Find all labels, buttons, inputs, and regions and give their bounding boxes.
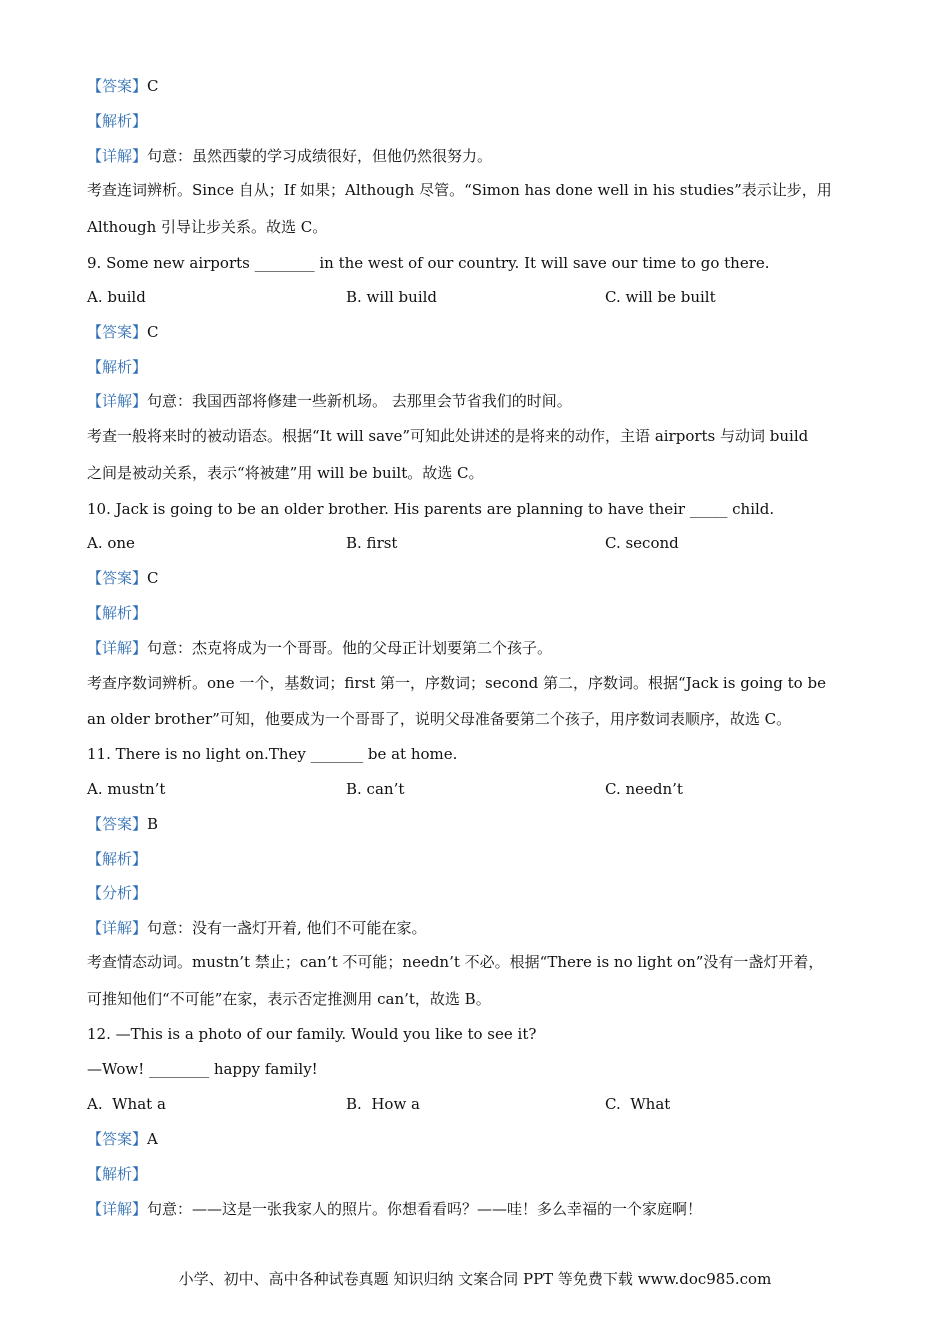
detail-text: 句意：虽然西蒙的学习成绩很好，但他仍然很努力。: [147, 147, 493, 165]
analysis-tag: 【解析】: [87, 112, 148, 130]
q12-option-b: B. How a: [346, 1095, 420, 1113]
explanation-text: 考查序数词辨析。one 一个，基数词；first 第一，序数词；second 第二，序数词。根据“Jack is going to be: [87, 674, 826, 692]
analysis-tag: 【解析】: [87, 850, 148, 868]
explanation-text: Although 引导让步关系。故选 C。: [87, 218, 328, 236]
question-11: [87, 744, 457, 764]
detail-line: [87, 638, 552, 658]
explanation-line: [87, 709, 791, 729]
explanation-line: [87, 952, 823, 972]
analysis-line: [87, 849, 147, 869]
answer-tag: 【答案】: [87, 77, 148, 95]
q10-option-a: A. one: [87, 534, 135, 552]
analysis-line: [87, 111, 147, 131]
detail-text: 句意：杰克将成为一个哥哥。他的父母正计划要第二个孩子。: [147, 639, 553, 657]
answer-value: C: [147, 323, 159, 341]
page-footer: 小学、初中、高中各种试卷真题 知识归纳 文案合同 PPT 等免费下载 www.doc985.com: [178, 1270, 772, 1288]
explanation-text: 考查连词辨析。Since 自从；If 如果；Although 尽管。“Simon has done well in his studies”表示让步，用: [87, 181, 832, 199]
q10-option-b: B. first: [346, 534, 398, 552]
detail-tag: 【详解】: [87, 392, 148, 410]
answer-line: [87, 568, 159, 588]
question-12: [87, 1024, 536, 1044]
answer-tag: 【答案】: [87, 815, 148, 833]
explanation-line: [87, 426, 808, 446]
q12-option-a: A. What a: [87, 1095, 166, 1113]
explanation-line: [87, 217, 327, 237]
question-12-reply: [87, 1059, 318, 1079]
q11-option-c: C. needn’t: [605, 780, 683, 798]
q9-option-a: A. build: [87, 288, 146, 306]
q12-option-c: C. What: [605, 1095, 671, 1113]
q11-option-b: B. can’t: [346, 780, 405, 798]
explanation-text: an older brother”可知，他要成为一个哥哥了，说明父母准备要第二个孩子，用序数词表顺序，故选 C。: [87, 710, 792, 728]
detail-tag: 【详解】: [87, 639, 148, 657]
detail-text: 句意：没有一盏灯开着, 他们不可能在家。: [147, 919, 427, 937]
explanation-line: [87, 673, 826, 693]
analysis-note-tag: 【分析】: [87, 884, 148, 902]
answer-value: A: [147, 1130, 158, 1148]
q9-option-b: B. will build: [346, 288, 438, 306]
question-text: 11. There is no light on.They _______ be at home.: [87, 745, 458, 763]
analysis-note-line: [87, 883, 147, 903]
answer-line: [87, 76, 159, 96]
explanation-text: 之间是被动关系，表示“将被建”用 will be built。故选 C。: [87, 464, 484, 482]
analysis-tag: 【解析】: [87, 358, 148, 376]
answer-tag: 【答案】: [87, 569, 148, 587]
detail-line: [87, 146, 492, 166]
answer-tag: 【答案】: [87, 323, 148, 341]
explanation-line: [87, 463, 483, 483]
answer-line: [87, 322, 159, 342]
q11-option-a: A. mustn’t: [87, 780, 166, 798]
question-text: 9. Some new airports ________ in the west of our country. It will save our time to go there.: [87, 254, 770, 272]
explanation-text: 考查情态动词。mustn’t 禁止；can’t 不可能；needn’t 不必。根据“There is no light on”没有一盏灯开着，: [87, 953, 824, 971]
explanation-text: 可推知他们“不可能”在家，表示否定推测用 can’t，故选 B。: [87, 990, 491, 1008]
analysis-line: [87, 357, 147, 377]
answer-value: C: [147, 569, 159, 587]
question-text: —Wow! ________ happy family!: [87, 1060, 318, 1078]
detail-tag: 【详解】: [87, 919, 148, 937]
analysis-tag: 【解析】: [87, 1165, 148, 1183]
detail-text: 句意：——这是一张我家人的照片。你想看看吗？——哇！多么幸福的一个家庭啊！: [147, 1200, 703, 1218]
explanation-line: [87, 989, 491, 1009]
explanation-text: 考查一般将来时的被动语态。根据“It will save”可知此处讲述的是将来的动作，主语 airports 与动词 build: [87, 427, 809, 445]
analysis-line: [87, 1164, 147, 1184]
question-text: 12. —This is a photo of our family. Would you like to see it?: [87, 1025, 537, 1043]
question-text: 10. Jack is going to be an older brother. His parents are planning to have their _____ child.: [87, 500, 775, 518]
detail-text: 句意：我国西部将修建一些新机场。 去那里会节省我们的时间。: [147, 392, 572, 410]
detail-line: [87, 1199, 702, 1219]
explanation-line: [87, 180, 832, 200]
question-9: [87, 253, 770, 273]
detail-line: [87, 391, 572, 411]
detail-line: [87, 918, 427, 938]
answer-line: [87, 814, 158, 834]
answer-line: [87, 1129, 158, 1149]
q9-option-c: C. will be built: [605, 288, 716, 306]
analysis-line: [87, 603, 147, 623]
detail-tag: 【详解】: [87, 147, 148, 165]
question-10: [87, 499, 774, 519]
answer-value: B: [147, 815, 159, 833]
q10-option-c: C. second: [605, 534, 679, 552]
detail-tag: 【详解】: [87, 1200, 148, 1218]
answer-value: C: [147, 77, 159, 95]
analysis-tag: 【解析】: [87, 604, 148, 622]
answer-tag: 【答案】: [87, 1130, 148, 1148]
